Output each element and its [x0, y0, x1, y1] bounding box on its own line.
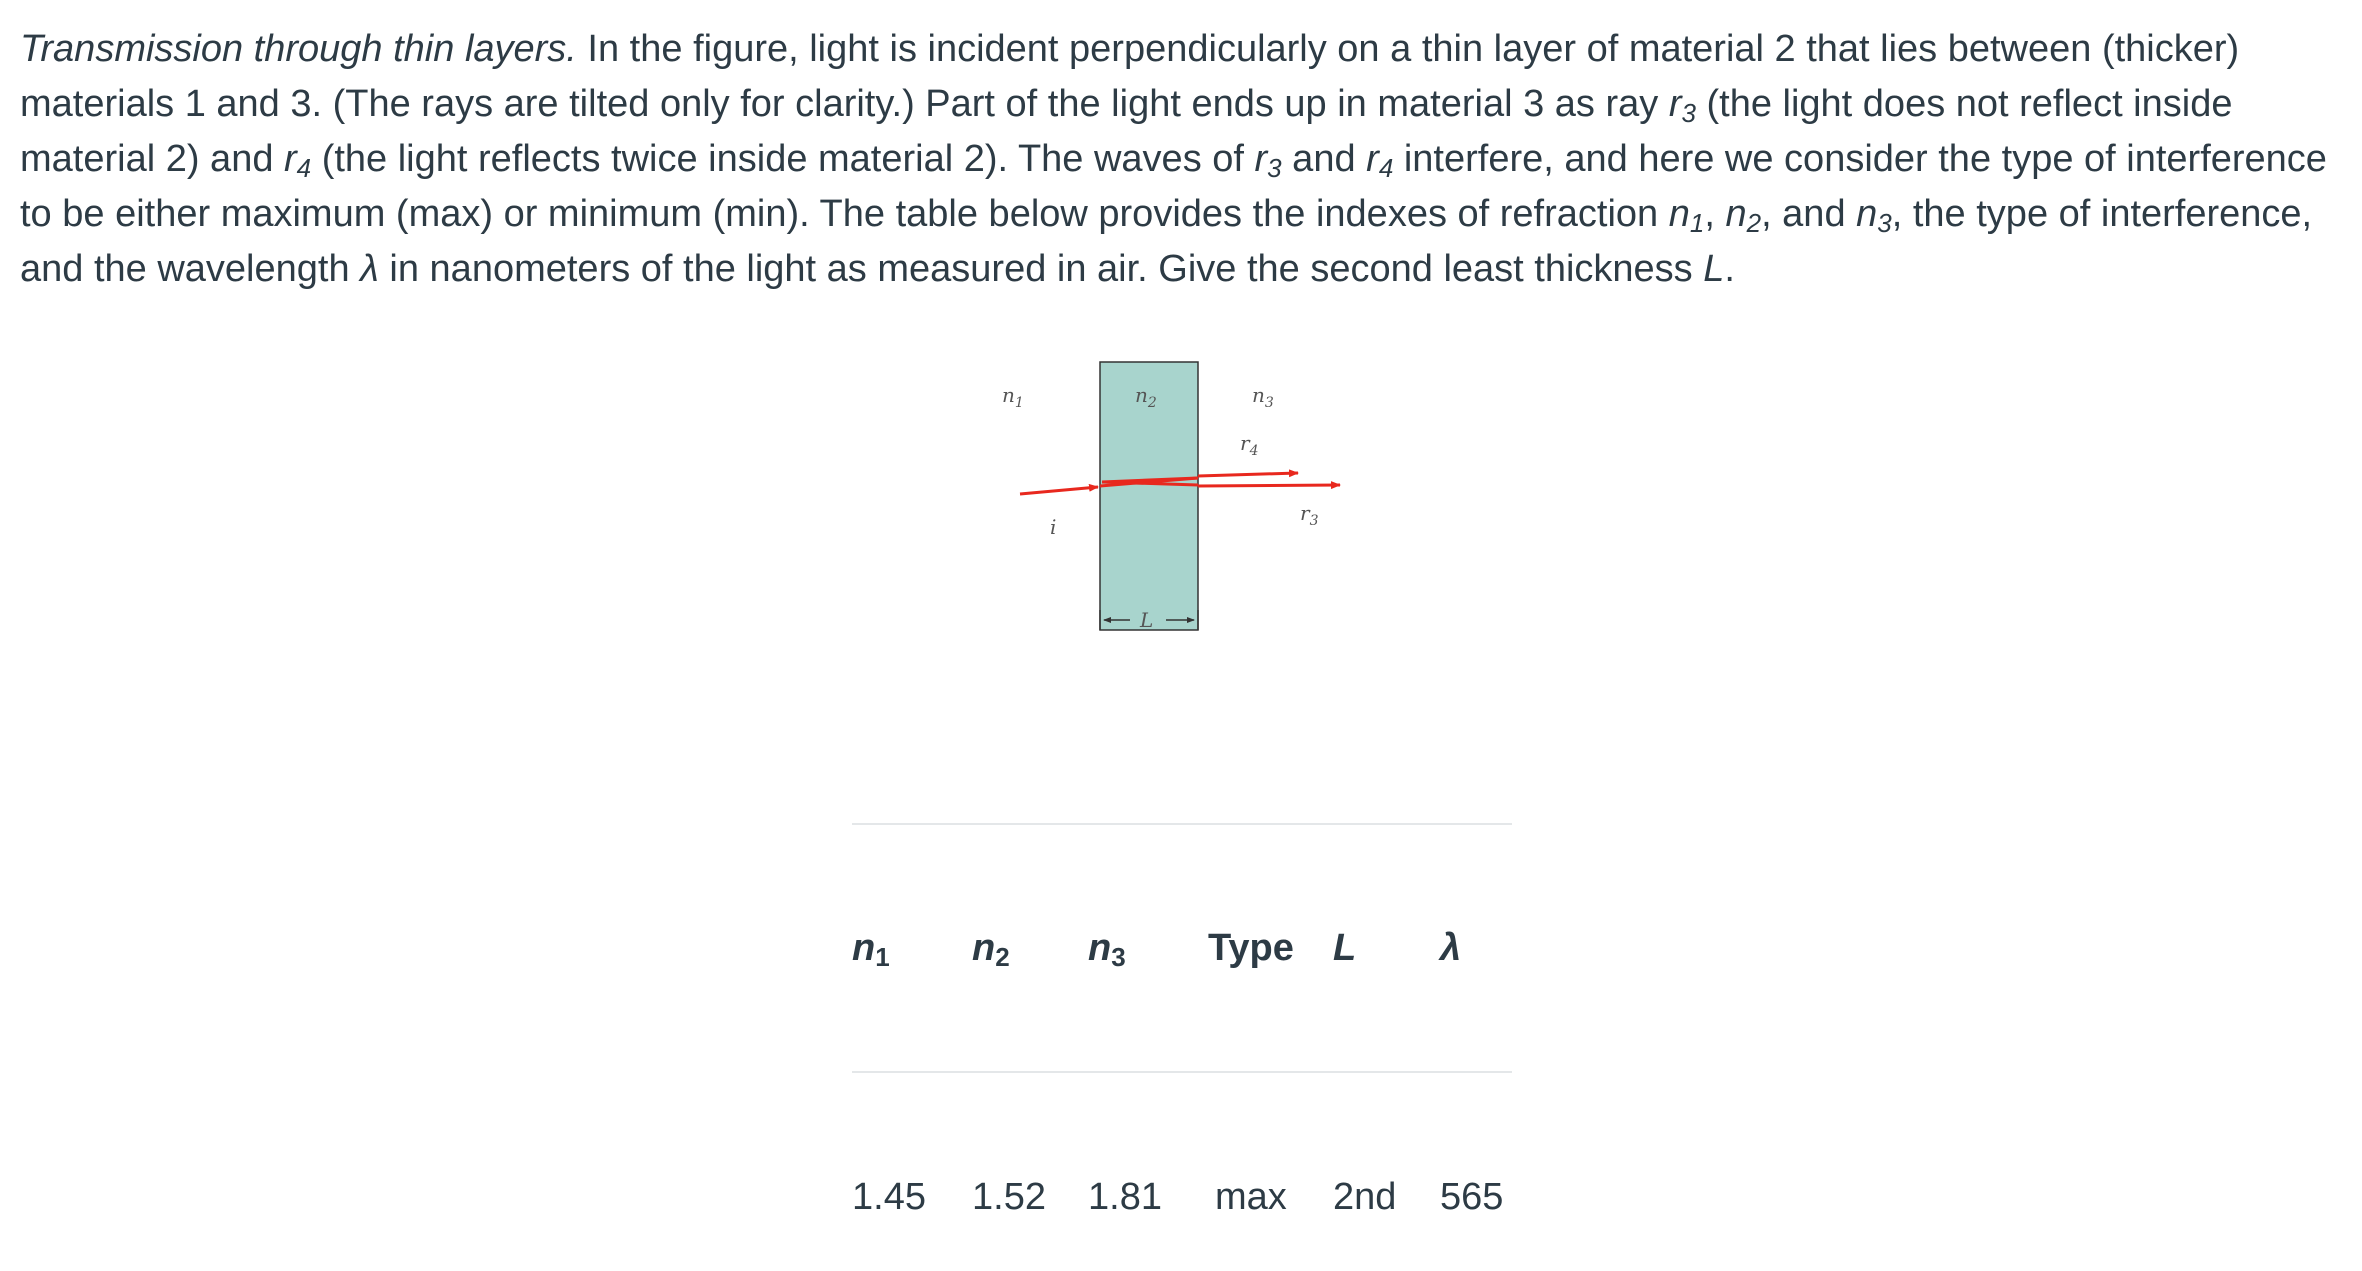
problem-title: Transmission through thin layers.: [20, 28, 577, 70]
table-header-l: L: [1333, 927, 1357, 969]
label-n1: $n_1$: [1002, 383, 1024, 411]
label-r4: $r_4$: [1240, 431, 1259, 459]
table-header-n1: $n_1$: [852, 927, 890, 972]
thin-layer-figure: [990, 320, 1370, 640]
label-thickness: L: [1140, 608, 1154, 632]
index-n3: $n_3$: [1856, 193, 1892, 238]
index-n1: $n_1$: [1668, 193, 1705, 238]
label-r3: $r_3$: [1300, 501, 1319, 529]
ray-r3-ref: $r_3$: [1254, 138, 1282, 183]
ray-r3-line: [1198, 485, 1340, 486]
table-header-n3: $n_3$: [1088, 927, 1126, 972]
ray-r4-line: [1198, 473, 1298, 476]
ray-r4: $r_4$: [284, 138, 312, 183]
table-cell-n2: 1.52: [972, 1176, 1046, 1218]
label-n2: $n_2$: [1135, 383, 1157, 411]
table-header-n2: $n_2$: [972, 927, 1010, 972]
table-cell-n1: 1.45: [852, 1176, 926, 1218]
table-cell-l: 2nd: [1333, 1176, 1397, 1218]
table-rule-middle: [852, 1071, 1512, 1073]
table-header-type: Type: [1208, 927, 1294, 969]
table-cell-type: max: [1215, 1176, 1287, 1218]
problem-statement: Transmission through thin layers. In the figure, light is incident perpendicularly on a thin layer of material 2 that lies between (thicker) materials 1 and 3. (The rays are tilted only for clarity.) Part of the light ends up in material 3 as ray $r_3$ (the light does not reflect inside material 2) and $r_4$ (the light reflects twice inside material 2). The waves of $r_3$ and $r_4$ interfere, and here we consider the type of interference to be either maximum (max) or minimum (min). The table below provides the indexes of refraction $n_1$, $n_2$, and $n_3$, the type of interference, and the wavelength λ in nanometers of the light as measured in air. Give the second least thickness L.: [20, 28, 2327, 290]
label-n3: $n_3$: [1252, 383, 1274, 411]
ray-r4-ref: $r_4$: [1366, 138, 1394, 183]
label-incident: i: [1050, 515, 1057, 539]
ray-r3: $r_3$: [1668, 83, 1696, 128]
table-rule-top: [852, 823, 1512, 825]
incident-ray: [1020, 487, 1098, 494]
index-n2: $n_2$: [1725, 193, 1762, 238]
table-cell-lambda: 565: [1440, 1176, 1504, 1218]
lambda-symbol: λ: [360, 248, 379, 290]
thickness-symbol: L: [1703, 248, 1725, 290]
table-header-lambda: λ: [1440, 927, 1462, 969]
table-cell-n3: 1.81: [1088, 1176, 1162, 1218]
